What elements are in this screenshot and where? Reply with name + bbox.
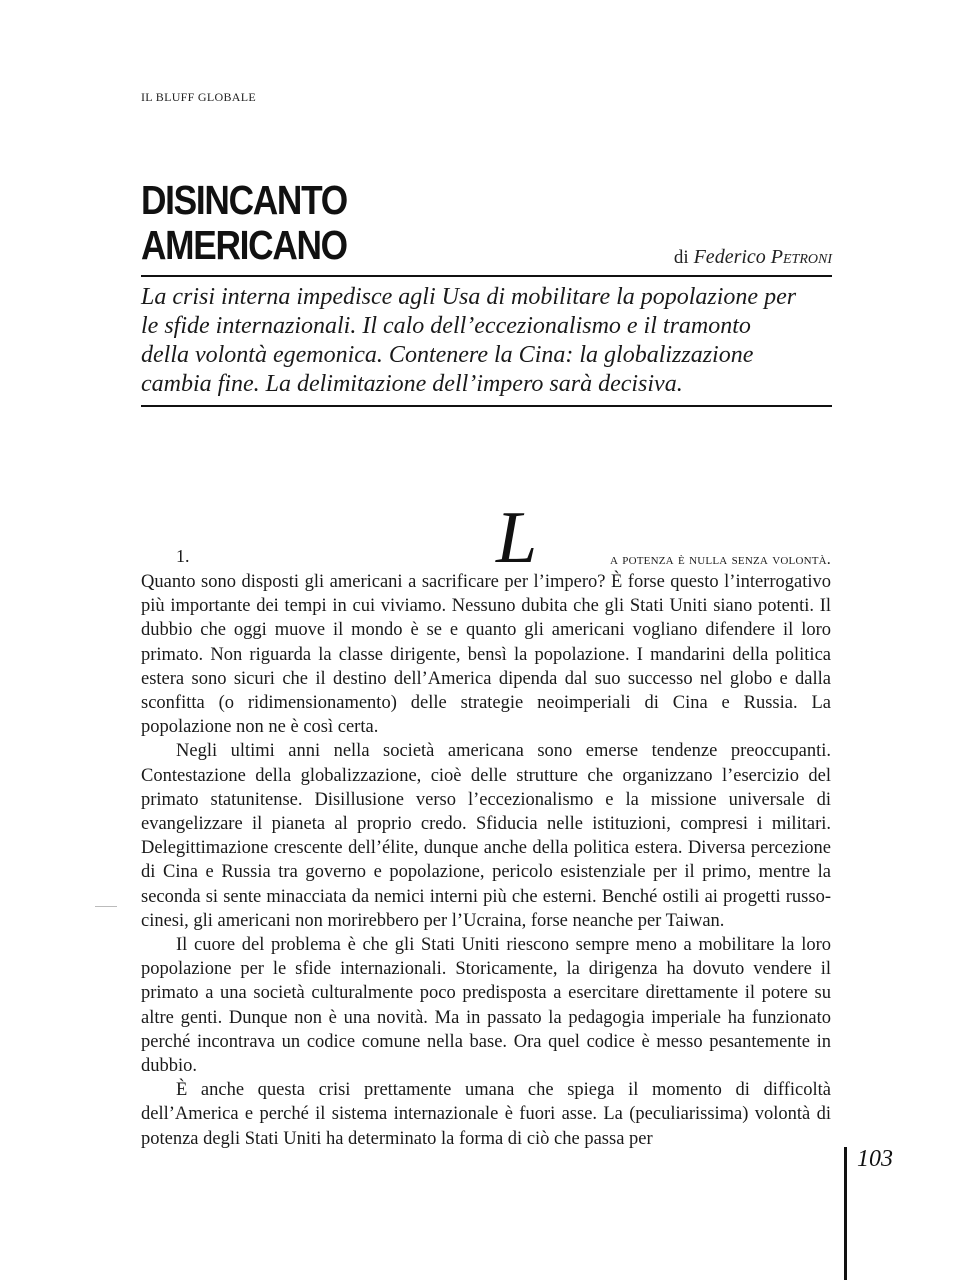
abstract-line: cambia fine. La delimitazione dell’impero sarà decisiva. <box>141 371 683 397</box>
abstract-line: le sfide internazionali. Il calo dell’eccezionalismo e il tramonto <box>141 313 751 339</box>
byline <box>674 246 832 269</box>
drop-cap: L <box>496 497 538 579</box>
body-paragraph: Quanto sono disposti gli americani a sacrificare per l’impero? È forse questo l’interrogativo più importante dei tempi in cui viviamo. Nessuno dubita che gli Stati Uniti siano potenti. Il dubbio che oggi muove il mondo è se e quanto gli americani vogliano difendere il loro primato. Non riguarda la classe dirigente, bensì la popolazione. I mandarini della politica estera sono sicuri che il destino dell’America dipenda dal suo successo nel globo e dalla sconfitta (o ridimensionamento) delle strategie neoimperiali di Cina e Russia. La popolazione non ne è così certa. <box>141 572 831 738</box>
abstract-line: della volontà egemonica. Contenere la Cina: la globalizzazione <box>141 342 754 368</box>
article-body <box>141 570 831 1151</box>
body-paragraph: Negli ultimi anni nella società americana sono emerse tendenze preoccupanti. Contestazione della globalizzazione, cioè delle strutture che organizzano l’esercizio del primato statunitense. Disillusione verso l’eccezionalismo e la missione universale di evangelizzare il pianeta al proprio credo. Sfiducia nelle istituzioni, compresi i militari. Delegittimazione crescente dell’élite, dunque anche della politica estera. Diversa percezione di Cina e Russia tra governo e popolazione, pericolo esistenziale per il primo, mentre la seconda si sente minacciata da nemici interni più che esterni. Benché ostili ai progetti russo-cinesi, gli americani non morirebbero per l’Ucraina, forse neanche per Taiwan. <box>141 741 831 931</box>
abstract-line: La crisi interna impedisce agli Usa di mobilitare la popolazione per <box>141 284 797 310</box>
title-rule <box>141 275 832 277</box>
page-edge-bar <box>844 1147 847 1280</box>
section-number: 1. <box>176 546 190 566</box>
page-number: 103 <box>857 1146 893 1172</box>
abstract-rule <box>141 405 832 407</box>
opening-phrase: a potenza è nulla senza volontà. <box>609 551 831 568</box>
body-paragraph: È anche questa crisi prettamente umana che spiega il momento di difficoltà dell’America e perché il sistema internazionale è fuori asse. La (peculiarissima) volontà di potenza degli Stati Uniti ha determinato la forma di ciò che passa per <box>141 1080 831 1149</box>
opening-line <box>141 497 831 579</box>
title-line-1: DISINCANTO <box>141 177 347 223</box>
author-last-name: Petroni <box>770 246 832 268</box>
article-abstract <box>141 283 841 399</box>
margin-mark <box>95 906 117 907</box>
title-line-2: AMERICANO <box>141 222 347 268</box>
running-header: IL BLUFF GLOBALE <box>141 90 257 104</box>
byline-prefix: di <box>673 247 689 268</box>
author-first-name: Federico <box>693 246 766 268</box>
body-paragraph: Il cuore del problema è che gli Stati Uniti riescono sempre meno a mobilitare la loro popolazione per le sfide internazionali. Storicamente, la dirigenza ha dovuto vendere il primato a una società culturalmente poco predisposta a esercitare direttamente il potere su altre genti. Dunque non è una novità. Ma in passato la pedagogia imperiale ha funzionato perché incontrava un codice comune nella base. Ora quel codice è messo pesantemente in dubbio. <box>141 935 831 1077</box>
article-title <box>141 178 347 268</box>
